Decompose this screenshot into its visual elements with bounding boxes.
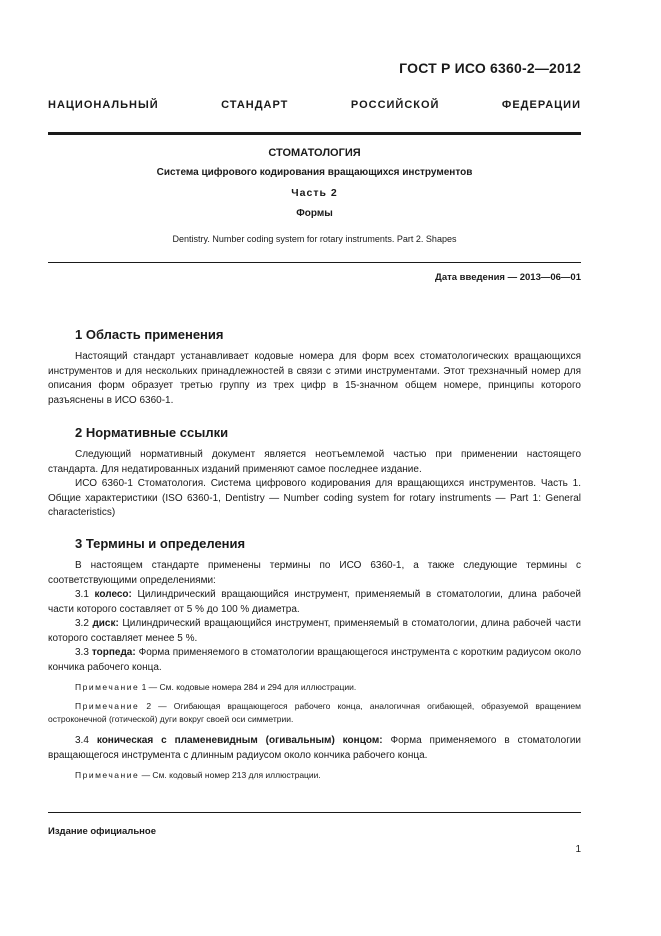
page-number: 1 xyxy=(575,844,581,855)
section-1-paragraph: Настоящий стандарт устанавливает кодовые номера для форм всех стоматологических вращающихся инструментов и для нескольких принадлежностей в связи с этими инструментами. Этот трехзначный номер для описания форм образует третью группу из трех цифр в 15-значном общем номере, принципы которого разъяснены в ИСО 6360-1. xyxy=(48,351,581,406)
note-3 xyxy=(48,769,581,782)
section-3-heading: 3 Термины и определения xyxy=(75,536,246,551)
term-3-2 xyxy=(48,617,581,646)
standard-title: СТОМАТОЛОГИЯ xyxy=(268,147,361,159)
document-code: ГОСТ Р ИСО 6360-2—2012 xyxy=(399,60,581,76)
section-2-paragraph-1: Следующий нормативный документ является неотъемлемой частью при применении настоящего стандарта. Для недатированных изданий применяют самое последнее издание. xyxy=(48,449,581,475)
note-text: 2 — Огибающая вращающегося рабочего конца, аналогичная огибающей, образуемой вращением остроконечной (готической) дуги вокруг своей оси симметрии. xyxy=(48,701,581,724)
introduction-date: Дата введения — 2013—06—01 xyxy=(435,272,581,283)
term-number: 3.2 xyxy=(75,618,89,629)
title-rule xyxy=(48,262,581,263)
note-text: 1 — См. кодовые номера 284 и 294 для иллюстрации. xyxy=(141,682,357,692)
term-definition: Форма применяемого в стоматологии вращающегося инструмента с коротким радиусом около кончика рабочего конца. xyxy=(48,647,582,673)
term-number: 3.4 xyxy=(75,735,89,746)
standard-subtitle: Система цифрового кодирования вращающихся инструментов xyxy=(156,167,473,178)
term-3-4 xyxy=(48,734,581,763)
note-label: Примечание xyxy=(75,701,140,711)
section-3-intro: В настоящем стандарте применены термины по ИСО 6360-1, а также следующие термины с соответствующими определениями: xyxy=(48,560,581,586)
national-standard-banner: НАЦИОНАЛЬНЫЙ СТАНДАРТ РОССИЙСКОЙ ФЕДЕРАЦИИ xyxy=(48,99,581,111)
term-number: 3.1 xyxy=(75,589,89,600)
term-name: диск: xyxy=(92,618,119,629)
footer-rule xyxy=(48,812,581,813)
note-1 xyxy=(48,681,581,694)
term-definition: Форма применяемого в стоматологии вращающегося инструмента с длинным радиусом около кончика рабочего конца. xyxy=(48,735,582,761)
note-label: Примечание xyxy=(75,682,140,692)
term-definition: Цилиндрический вращающийся инструмент, применяемый в стоматологии, длина рабочей части которого составляет менее 5 %. xyxy=(48,618,582,644)
term-3-3 xyxy=(48,646,581,675)
term-number: 3.3 xyxy=(75,647,89,658)
note-label: Примечание xyxy=(75,770,140,780)
part-label: Часть 2 xyxy=(291,187,338,199)
section-2-heading: 2 Нормативные ссылки xyxy=(75,425,229,440)
part-title: Формы xyxy=(296,208,333,219)
section-2-body xyxy=(48,448,581,521)
note-2 xyxy=(48,700,581,726)
official-edition-label: Издание официальное xyxy=(48,826,156,837)
top-rule xyxy=(48,132,581,135)
english-title: Dentistry. Number coding system for rotary instruments. Part 2. Shapes xyxy=(172,234,457,244)
term-3-1 xyxy=(48,588,581,617)
section-1-heading: 1 Область применения xyxy=(75,327,224,342)
term-name: торпеда: xyxy=(91,647,136,658)
section-3-body xyxy=(48,559,581,782)
section-2-paragraph-2: ИСО 6360-1 Стоматология. Система цифрового кодирования для вращающихся инструментов. Часть 1. Общие характеристики (ISO 6360-1, Dentistry — Number coding system for rotary instruments — Part 1: General characteristics) xyxy=(48,478,581,518)
section-1-body xyxy=(48,350,581,408)
term-name: колесо: xyxy=(94,589,132,600)
term-definition: Цилиндрический вращающийся инструмент, применяемый в стоматологии, длина рабочей части которого составляет от 5 % до 100 % диаметра. xyxy=(48,589,581,615)
note-text: — См. кодовый номер 213 для иллюстрации. xyxy=(139,770,321,780)
term-name: коническая с пламеневидным (огивальным) концом: xyxy=(96,735,383,746)
